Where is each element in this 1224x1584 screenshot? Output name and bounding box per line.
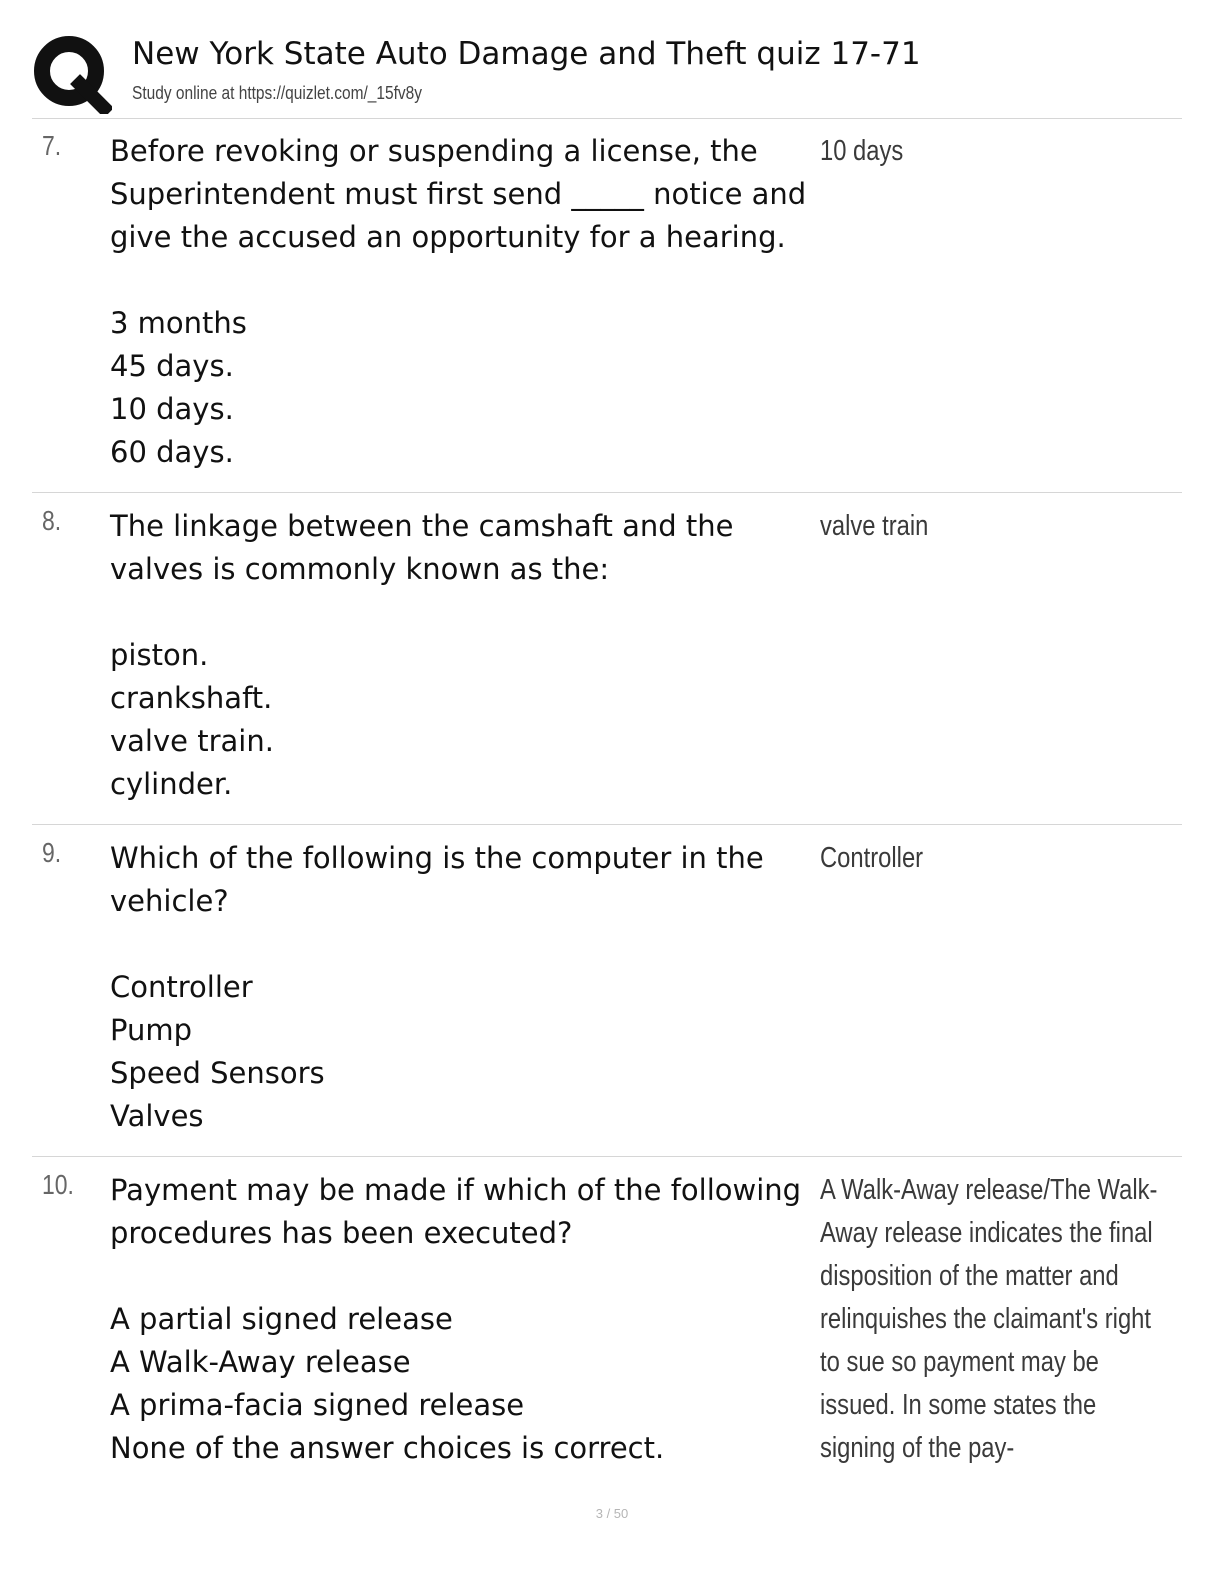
question-block [110,505,830,806]
option-item: 60 days. [110,435,234,469]
option-item: 3 months [110,306,247,340]
question-card [32,837,1182,1157]
study-online-link[interactable]: Study online at https://quizlet.com/_15fv8y [132,83,422,103]
answer-options [110,1298,830,1470]
page-number: 3 / 50 [595,1506,629,1521]
option-item: 45 days. [110,349,234,383]
question-block [110,837,830,1138]
option-item: Speed Sensors [110,1056,325,1090]
answer-text: Controller [820,842,924,874]
question-number: 7. [42,130,62,161]
answer-text: A Walk-Away release/The Walk-Away release indicates the final disposition of the matter and relinquishes the claimant's right to sue so payment may be issued. In some states the signing of the pay- [820,1174,1158,1464]
question-card [32,130,1182,493]
question-text: Which of the following is the computer in the vehicle? [110,841,764,918]
option-item: Pump [110,1013,193,1047]
question-card [32,1169,1182,1479]
option-item: A prima-facia signed release [110,1388,525,1422]
answer-options [110,302,830,474]
answer-options [110,966,830,1138]
quizlet-logo-icon [32,34,112,114]
question-block [110,130,830,474]
question-number: 10. [42,1169,74,1200]
page-header [32,30,1182,119]
option-item: A partial signed release [110,1302,453,1336]
option-item: Valves [110,1099,204,1133]
question-number: 8. [42,505,62,536]
question-text: The linkage between the camshaft and the valves is commonly known as the: [110,509,734,586]
question-block [110,1169,830,1470]
option-item: 10 days. [110,392,234,426]
question-card [32,505,1182,825]
option-item: None of the answer choices is correct. [110,1431,665,1465]
option-item: Controller [110,970,253,1004]
question-text: Payment may be made if which of the following procedures has been executed? [110,1173,802,1250]
option-item: cylinder. [110,767,233,801]
answer-options [110,634,830,806]
question-number: 9. [42,837,62,868]
option-item: crankshaft. [110,681,273,715]
answer-text: 10 days [820,135,904,167]
option-item: piston. [110,638,209,672]
option-item: valve train. [110,724,274,758]
option-item: A Walk-Away release [110,1345,411,1379]
page-title: New York State Auto Damage and Theft quiz 17-71 [132,36,921,72]
answer-text: valve train [820,510,929,542]
question-text: Before revoking or suspending a license, the Superintendent must first send _____ notice and give the accused an opportunity for a hearing. [110,134,807,254]
